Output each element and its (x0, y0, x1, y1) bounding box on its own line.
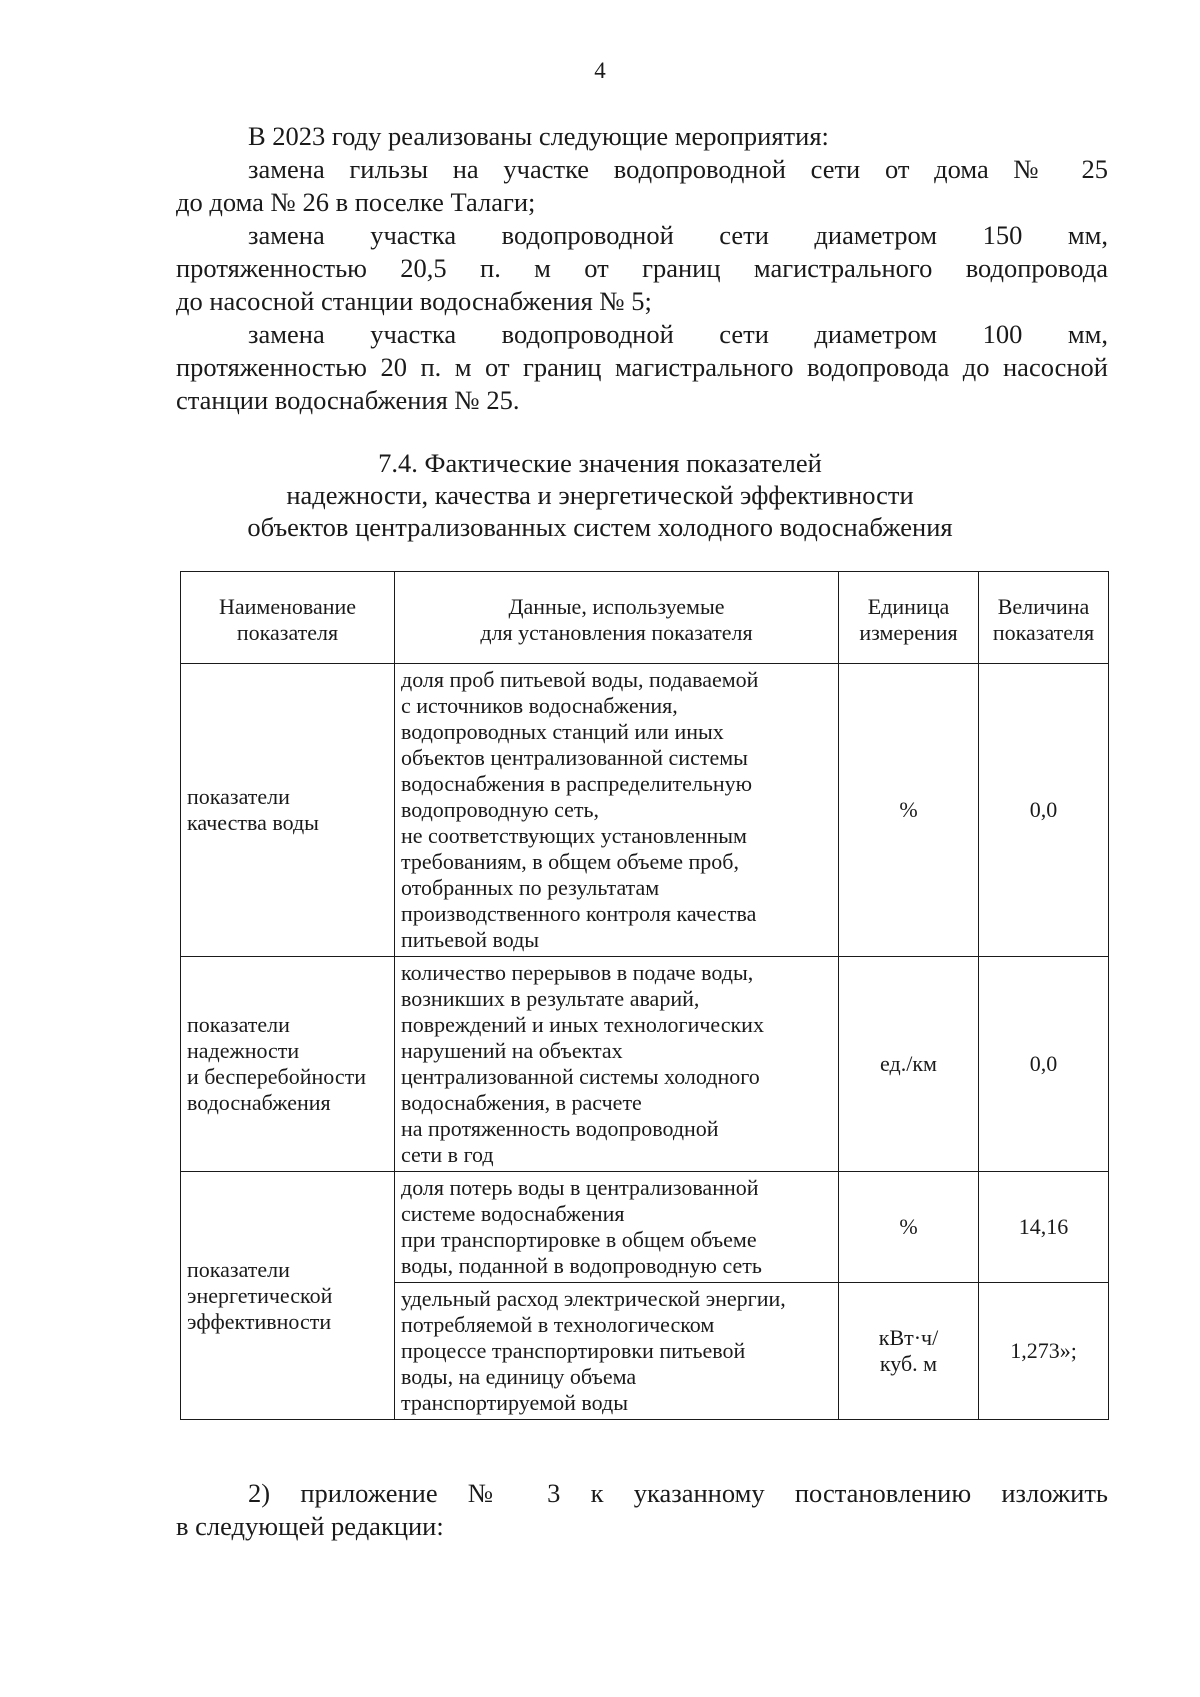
intro-line: до насосной станции водоснабжения № 5; (176, 286, 652, 316)
row-data: количество перерывов в подаче воды, возникших в результате аварий, повреждений и иных технологических нарушений на объектах централизованной системы холодного водоснабжения, в расчете на протяженность водопроводной сети в год (395, 957, 839, 1172)
row-value: 1,273»; (979, 1283, 1109, 1420)
row-value: 0,0 (979, 664, 1109, 957)
row-data: удельный расход электрической энергии, потребляемой в технологическом процессе транспортировки питьевой воды, на единицу объема транспортируемой воды (395, 1283, 839, 1420)
table-header-row (181, 572, 1109, 664)
intro-line: станции водоснабжения № 25. (176, 385, 520, 415)
intro-line: до дома № 26 в поселке Талаги; (176, 187, 536, 217)
row-value: 14,16 (979, 1172, 1109, 1283)
intro-line: протяженностью 20 п. м от границ магистрального водопровода до насосной (176, 352, 1108, 382)
table-row (181, 1172, 1109, 1283)
header-value: Величина показателя (979, 572, 1109, 664)
row-data: доля проб питьевой воды, подаваемой с источников водоснабжения, водопроводных станций или иных объектов централизованной системы водоснабжения в распределительную водопроводную сеть, не соответствующих установленным требованиям, в общем объеме проб, отобранных по результатам производственного контроля качества питьевой воды (395, 664, 839, 957)
row-value: 0,0 (979, 957, 1109, 1172)
row-unit: % (839, 1172, 979, 1283)
intro-line: замена гильзы на участке водопроводной сети от дома № 25 (248, 154, 1108, 184)
intro-text (176, 120, 1108, 417)
header-data: Данные, используемые для установления показателя (395, 572, 839, 664)
section-heading-line: надежности, качества и энергетической эффективности (286, 480, 914, 510)
row-name: показатели энергетической эффективности (181, 1172, 395, 1420)
header-unit: Единица измерения (839, 572, 979, 664)
header-name: Наименование показателя (181, 572, 395, 664)
row-unit: % (839, 664, 979, 957)
row-name: показатели надежности и бесперебойности водоснабжения (181, 957, 395, 1172)
table-row (181, 957, 1109, 1172)
section-heading (0, 447, 1200, 543)
outro-line: 2) приложение № 3 к указанному постановлению изложить (248, 1478, 1108, 1508)
row-unit: кВт·ч/ куб. м (839, 1283, 979, 1420)
indicators-table (180, 571, 1109, 1420)
outro-text (176, 1477, 1108, 1543)
page-number: 4 (594, 58, 606, 83)
intro-line: замена участка водопроводной сети диаметром 100 мм, (248, 319, 1108, 349)
intro-line: замена участка водопроводной сети диаметром 150 мм, (248, 220, 1108, 250)
row-name: показатели качества воды (181, 664, 395, 957)
row-unit: ед./км (839, 957, 979, 1172)
section-heading-line: объектов централизованных систем холодного водоснабжения (247, 512, 953, 542)
section-heading-line: 7.4. Фактические значения показателей (378, 448, 822, 478)
outro-line: в следующей редакции: (176, 1511, 444, 1541)
intro-line: протяженностью 20,5 п. м от границ магистрального водопровода (176, 253, 1108, 283)
table-row (181, 664, 1109, 957)
intro-line: В 2023 году реализованы следующие мероприятия: (248, 121, 829, 151)
row-data: доля потерь воды в централизованной системе водоснабжения при транспортировке в общем объеме воды, поданной в водопроводную сеть (395, 1172, 839, 1283)
